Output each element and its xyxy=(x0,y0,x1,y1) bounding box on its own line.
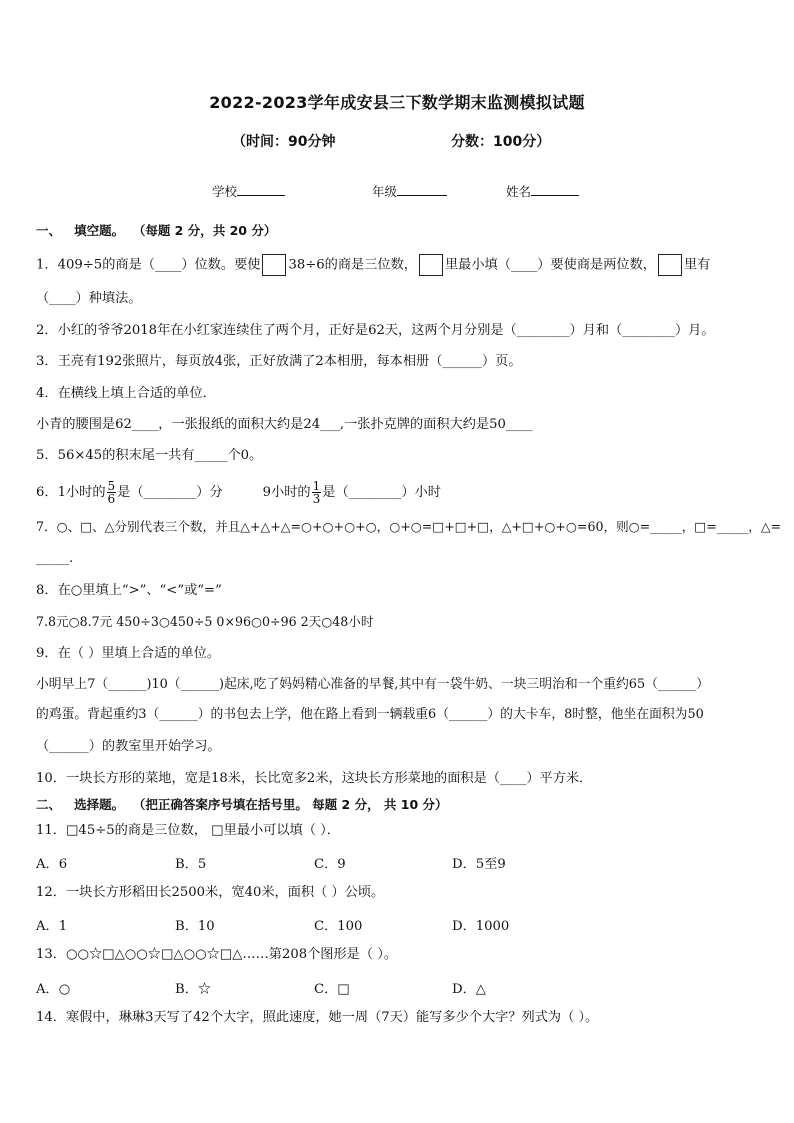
question-8: 8．在○里填上“>”、“<”或“=” xyxy=(36,583,222,598)
grade-field xyxy=(372,182,447,200)
q1-text-d: 里有 xyxy=(684,257,711,273)
grade-label: 年级 xyxy=(372,184,398,199)
q6-text-b: 是（________）分 xyxy=(117,485,223,500)
q11-option-d[interactable]: D．5至9 xyxy=(452,857,506,872)
q13-option-d[interactable]: D．△ xyxy=(452,982,486,997)
q6-fraction-2 xyxy=(312,480,322,505)
q1-box-2[interactable] xyxy=(419,254,443,276)
question-1 xyxy=(36,254,710,276)
q6-fraction-1 xyxy=(107,480,117,505)
question-4-items: 小青的腰围是62____，一张报纸的面积大约是24___,一张扑克牌的面积大约是50____ xyxy=(36,417,533,432)
question-9-line-3: （______）的教室里开始学习。 xyxy=(36,739,221,754)
exam-score: 分数：100分） xyxy=(451,134,551,150)
q6-text-c: 9小时的 xyxy=(262,485,311,500)
grade-blank[interactable] xyxy=(397,183,447,196)
q11-option-c[interactable]: C．9 xyxy=(314,857,346,872)
name-field xyxy=(506,182,579,200)
question-8-items: 7.8元○8.7元 450÷3○450÷5 0×96○0÷96 2天○48小时 xyxy=(36,614,374,629)
name-label: 姓名 xyxy=(506,184,532,199)
q1-text-a: 1．409÷5的商是（____）位数。要使 xyxy=(36,257,261,273)
exam-time: （时间：90分钟 xyxy=(232,134,336,150)
question-10: 10．一块长方形的菜地，宽是18米，长比宽多2米，这块长方形菜地的面积是（____）平方米． xyxy=(36,771,593,786)
section-2-heading xyxy=(36,796,448,814)
question-12: 12．一块长方形稻田长2500米，宽40米，面积（ ）公顷。 xyxy=(36,885,385,900)
school-blank[interactable] xyxy=(237,183,285,196)
question-9-line-2: 的鸡蛋。背起重约3（______）的书包去上学，他在路上看到一辆载重6（______）的大卡车，8时整，他坐在面积为50 xyxy=(36,707,704,722)
q12-option-a[interactable]: A．1 xyxy=(36,919,68,934)
question-9: 9．在（ ）里填上合适的单位。 xyxy=(36,646,221,661)
section-1-note: （每题 2 分，共 20 分） xyxy=(132,223,277,238)
question-7: 7．○、□、△分别代表三个数，并且△+△+△=○+○+○+○，○+○=□+□+□，△+□+○+○=60，则○=_____，□=_____，△= xyxy=(36,519,782,534)
q12-option-d[interactable]: D．1000 xyxy=(452,919,510,934)
q12-option-c[interactable]: C．100 xyxy=(314,919,363,934)
section-2-title: 选择题。 xyxy=(74,797,125,812)
section-1-number: 一、 xyxy=(36,223,62,238)
question-11: 11．□45÷5的商是三位数， □里最小可以填（ ）． xyxy=(36,823,340,838)
section-2-note: （把正确答案序号填在括号里。 每题 2 分， 共 10 分） xyxy=(132,797,448,812)
q6-fraction-1-numerator: 5 xyxy=(107,479,116,493)
q12-option-b[interactable]: B．10 xyxy=(175,919,215,934)
q6-fraction-1-denominator: 6 xyxy=(107,492,116,506)
section-1-title: 填空题。 xyxy=(74,223,125,238)
question-1-continued: （____）种填法。 xyxy=(36,291,142,306)
question-13: 13．○○☆□△○○☆□△○○☆□△……第208个图形是（ ）。 xyxy=(36,947,398,962)
q1-text-b: 38÷6的商是三位数， xyxy=(288,257,417,273)
name-blank[interactable] xyxy=(531,183,579,196)
q13-option-c[interactable]: C．□ xyxy=(314,982,350,997)
question-9-line-1: 小明早上7（______)10（______)起床,吃了妈妈精心准备的早餐,其中有一袋牛奶、一块三明治和一个重约65（______） xyxy=(36,677,710,692)
q13-option-a[interactable]: A．○ xyxy=(36,982,71,997)
q13-option-b[interactable]: B．☆ xyxy=(175,982,212,997)
q11-option-a[interactable]: A．6 xyxy=(36,857,68,872)
q11-option-b[interactable]: B．5 xyxy=(175,857,207,872)
q6-text-a: 6．1小时的 xyxy=(36,485,106,500)
q1-box-1[interactable] xyxy=(262,254,286,276)
school-field xyxy=(212,182,285,200)
question-14: 14．寒假中，琳琳3天写了42个大字，照此速度，她一周（7天）能写多少个大字？列式为（ ）。 xyxy=(36,1010,599,1025)
question-6 xyxy=(36,480,441,505)
q1-box-3[interactable] xyxy=(658,254,682,276)
school-label: 学校 xyxy=(212,184,238,199)
question-5: 5．56×45的积末尾一共有_____个0。 xyxy=(36,448,263,463)
question-4: 4．在横线上填上合适的单位． xyxy=(36,386,216,401)
question-3: 3．王亮有192张照片，每页放4张，正好放满了2本相册，每本相册（______）页。 xyxy=(36,354,522,369)
q6-text-d: 是（________）小时 xyxy=(322,485,441,500)
section-1-heading xyxy=(36,222,276,240)
question-7-continued: _____. xyxy=(36,551,74,566)
q6-fraction-2-numerator: 1 xyxy=(312,479,321,493)
question-2: 2．小红的爷爷2018年在小红家连续住了两个月，正好是62天，这两个月分别是（________）月和（________）月。 xyxy=(36,323,715,338)
q1-text-c: 里最小填（____）要使商是两位数， xyxy=(445,257,656,273)
section-2-number: 二、 xyxy=(36,797,62,812)
q6-fraction-2-denominator: 3 xyxy=(312,492,321,506)
exam-title: 2022-2023学年成安县三下数学期末监测模拟试题 xyxy=(209,93,585,112)
